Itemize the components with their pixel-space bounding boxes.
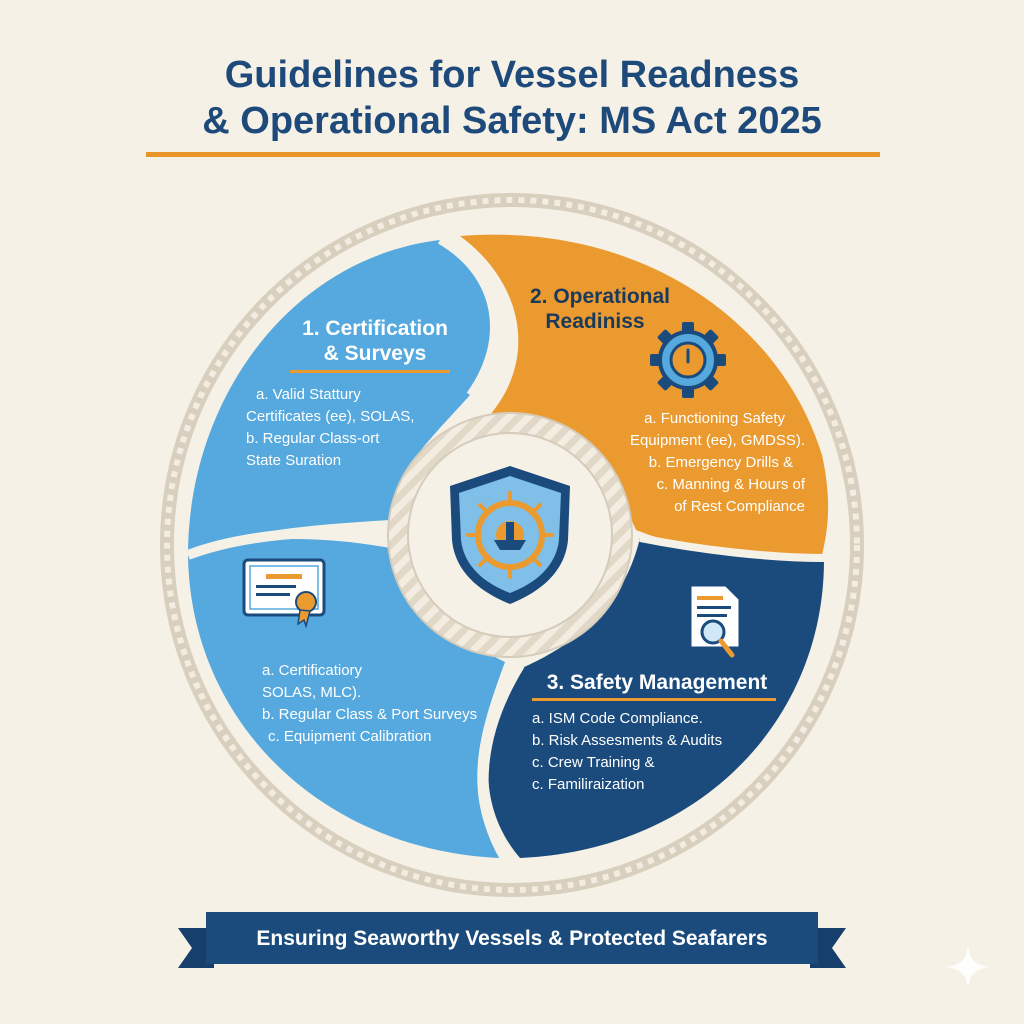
banner-text: Ensuring Seaworthy Vessels & Protected Seafarers [256, 927, 768, 950]
list-item: Equipment (ee), GMDSS). [629, 432, 805, 449]
list-item: Certificates (ee), SOLAS, [246, 408, 415, 425]
certificate-icon [244, 560, 324, 626]
section-operational-items [600, 408, 805, 518]
page-title-line1: Guidelines for Vessel Readness [224, 54, 800, 96]
list-item: a. ISM Code Compliance. [532, 710, 703, 727]
list-item: a. Functioning Safety [644, 410, 785, 427]
list-item: b. Emergency Drills & [648, 454, 793, 471]
list-item: State Suration [246, 452, 342, 469]
section-certification-underline [290, 370, 450, 373]
section-certification-title [280, 316, 470, 366]
list-item: SOLAS, MLC). [262, 684, 362, 701]
list-item: b. Regular Class & Port Surveys [262, 706, 478, 723]
section-certification-lower-items [262, 660, 492, 748]
list-item: c. Equipment Calibration [268, 728, 432, 745]
section-safety-title: 3. Safety Management [546, 671, 768, 694]
list-item: a. Certificatiory [262, 662, 363, 679]
document-search-icon [690, 585, 740, 655]
list-item: b. Risk Assesments & Audits [532, 732, 723, 749]
section-certification-title-line2: & Surveys [323, 342, 427, 365]
section-safety-items [532, 708, 782, 796]
list-item: a. Valid Stattury [256, 386, 361, 403]
page-title-line2: & Operational Safety: MS Act 2025 [202, 100, 822, 142]
sparkle-icon [946, 946, 990, 988]
list-item: c. Crew Training & [532, 754, 655, 771]
list-item: c. Familiraization [532, 776, 645, 793]
section-certification-items [246, 384, 466, 472]
list-item: c. Manning & Hours of [656, 476, 805, 493]
section-operational-title-line1: 2. Operational [529, 285, 671, 308]
section-operational-title-line2: Readiniss [545, 310, 645, 333]
section-operational-title [510, 284, 690, 334]
list-item: of Rest Compliance [674, 498, 805, 515]
list-item: b. Regular Class-ort [246, 430, 380, 447]
section-safety-underline [532, 698, 776, 701]
section-certification-title-line1: 1. Certification [302, 317, 448, 340]
